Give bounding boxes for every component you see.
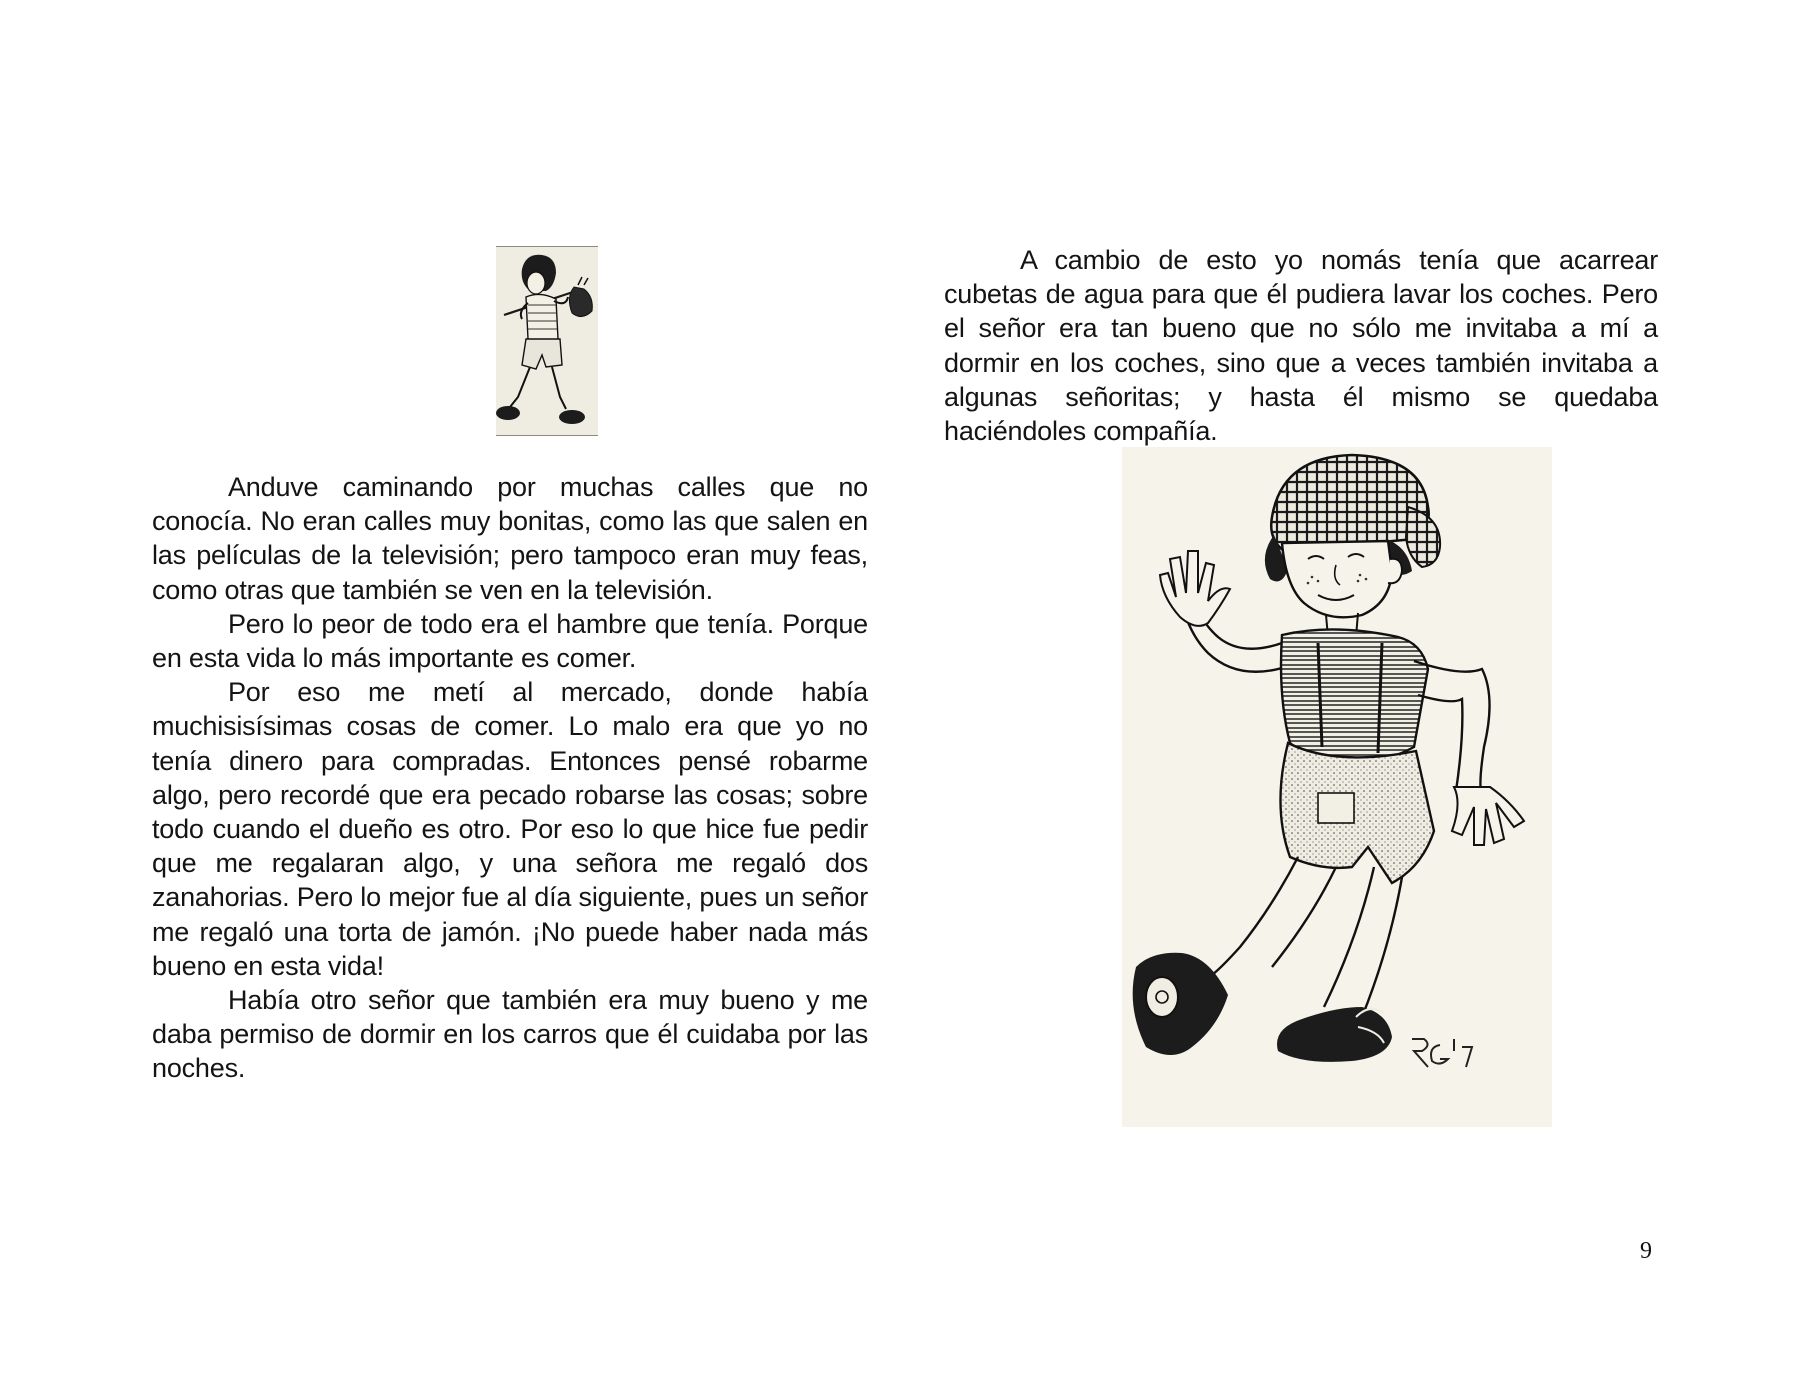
boy-walking-with-bundle-icon: [496, 246, 598, 436]
paragraph: Pero lo peor de todo era el hambre que tenía. Porque en esta vida lo más importante es comer.: [152, 608, 868, 674]
left-column-text: [152, 470, 868, 1086]
right-column-text: [944, 243, 1658, 448]
paragraph: Por eso me metí al mercado, donde había muchisisísimas cosas de comer. Lo malo era que yo no tenía dinero para compradas. Entonces pensé robarme algo, pero recordé que era pecado robarse las cosas; sobre todo cuando el dueño es otro. Por eso lo que hice fue pedir que me regalaran algo, y una señora me regaló dos zanahorias. Pero lo mejor fue al día siguiente, pues un señor me regaló una torta de jamón. ¡No puede haber nada más bueno en esta vida!: [152, 677, 868, 981]
page-number: 9: [1640, 1238, 1652, 1264]
paragraph: A cambio de esto yo nomás tenía que acarrear cubetas de agua para que él pudiera lavar los coches. Pero el señor era tan bueno que no sólo me invitaba a mí a dormir en los coches, sino que a veces también invitaba a algunas señoritas; y hasta él mismo se quedaba haciéndoles compañía.: [944, 245, 1658, 447]
paragraph: Anduve caminando por muchas calles que no conocía. No eran calles muy bonitas, como las que salen en las películas de la televisión; pero tampoco eran muy feas, como otras que también se ven en la televisión.: [152, 472, 868, 605]
small-illustration-drawing: [496, 247, 598, 435]
artist-signature: [1412, 1039, 1472, 1067]
paragraph: Había otro señor que también era muy bueno y me daba permiso de dormir en los carros que él cuidaba por las noches.: [152, 985, 868, 1084]
large-illustration-drawing: [1122, 447, 1552, 1127]
boy-waving-dancing-icon: [1122, 447, 1552, 1127]
